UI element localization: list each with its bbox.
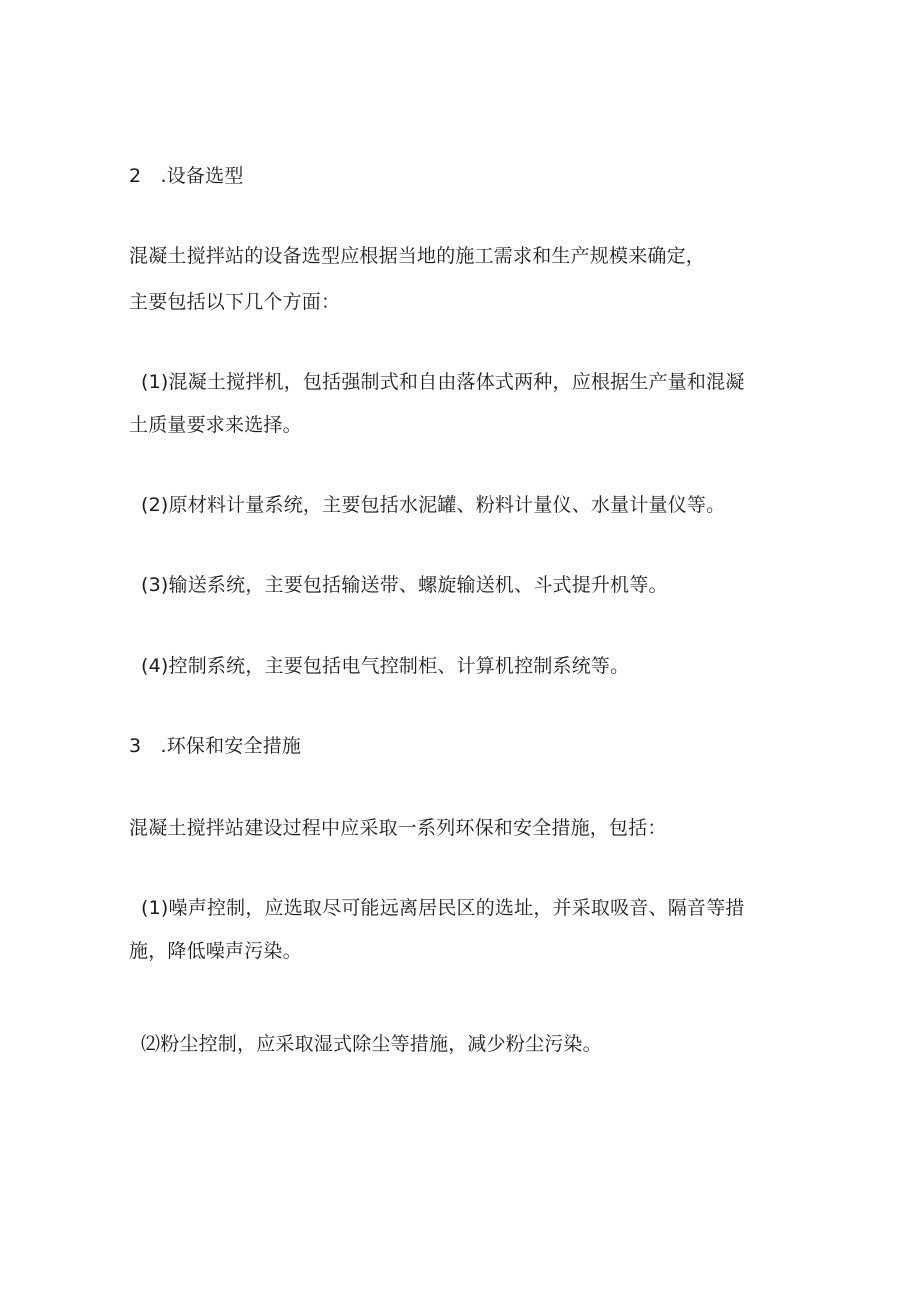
section-2-intro-line-2: 主要包括以下几个方面： xyxy=(129,291,341,313)
section-3-item-1-line-1: (1)噪声控制，应选取尽可能远离居民区的选址，并采取吸音、隔音等措 xyxy=(141,897,745,919)
section-2-item-1-line-2: 土质量要求来选择。 xyxy=(129,414,302,436)
section-2-intro-line-1: 混凝土搅拌站的设备选型应根据当地的施工需求和生产规模来确定， xyxy=(129,245,706,267)
section-3-heading: 3 .环保和安全措施 xyxy=(129,735,302,757)
section-3-item-2: ⑵粉尘控制，应采取湿式除尘等措施，减少粉尘污染。 xyxy=(141,1033,602,1055)
section-3-item-1-line-2: 施，降低噪声污染。 xyxy=(129,940,302,962)
section-2-heading: 2 .设备选型 xyxy=(129,165,244,187)
section-2-item-3: (3)输送系统，主要包括输送带、螺旋输送机、斗式提升机等。 xyxy=(141,574,668,596)
section-2-item-2: (2)原材料计量系统，主要包括水泥罐、粉料计量仪、水量计量仪等。 xyxy=(141,494,726,516)
section-2-item-1-line-1: (1)混凝土搅拌机，包括强制式和自由落体式两种，应根据生产量和混凝 xyxy=(141,371,745,393)
section-3-intro: 混凝土搅拌站建设过程中应采取一系列环保和安全措施，包括： xyxy=(129,817,667,839)
section-2-item-4: (4)控制系统，主要包括电气控制柜、计算机控制系统等。 xyxy=(141,655,630,677)
